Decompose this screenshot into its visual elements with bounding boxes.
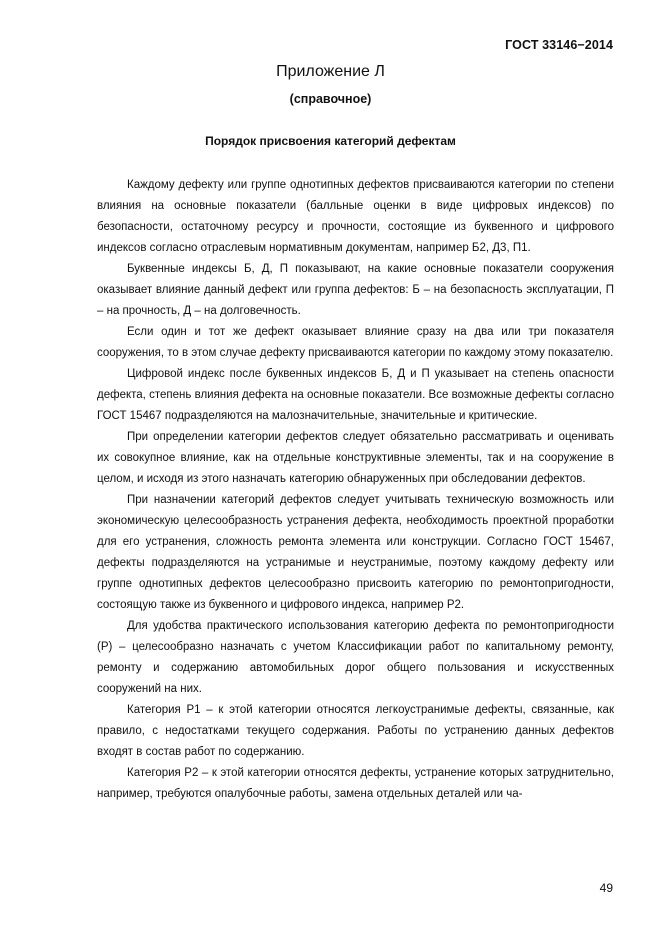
paragraph: При назначении категорий дефектов следует учитывать техническую возможность или экономическую целесообразность устранения дефекта, необходимость проектной проработки для его устранения, сложность ремонта элемента или конструкции. Согласно ГОСТ 15467, дефекты подразделяются на устранимые и неустранимые, поэтому каждому дефекту или группе однотипных дефектов целесообразно присвоить категорию по ремонтопригодности, состоящую также из буквенного и цифрового индекса, например Р2. — [97, 494, 614, 611]
paragraph: Каждому дефекту или группе однотипных дефектов присваиваются категории по степени влияния на основные показатели (балльные оценки в виде цифровых индексов) по безопасности, остаточному ресурсу и прочности, состоящие из буквенного и цифрового индексов согласно отраслевым нормативным документам, например Б2, Д3, П1. — [97, 179, 614, 254]
appendix-title: Приложение Л — [276, 63, 385, 80]
standard-number: ГОСТ 33146−2014 — [505, 38, 613, 52]
paragraph: Категория Р2 – к этой категории относятся дефекты, устранение которых затруднительно, например, требуются опалубочные работы, замена отдельных деталей или ча- — [97, 767, 614, 800]
paragraph: Для удобства практического использования категорию дефекта по ремонтопригодности (Р) – целесообразно назначать с учетом Классификации работ по капитальному ремонту, ремонту и содержанию автомобильных дорог общего пользования и искусственных сооружений на них. — [97, 620, 614, 695]
paragraph: Буквенные индексы Б, Д, П показывают, на какие основные показатели сооружения оказывает влияние данный дефект или группа дефектов: Б – на безопасность эксплуатации, П – на прочность, Д – на долговечность. — [97, 263, 614, 317]
document-body — [97, 175, 614, 805]
page-number: 49 — [599, 881, 613, 895]
paragraph: При определении категории дефектов следует обязательно рассматривать и оценивать их совокупное влияние, как на отдельные конструктивные элементы, так и на сооружение в целом, и исходя из этого назначать категорию обнаруженных при обследовании дефектов. — [97, 431, 614, 485]
section-heading: Порядок присвоения категорий дефектам — [205, 134, 456, 148]
paragraph: Цифровой индекс после буквенных индексов Б, Д и П указывает на степень опасности дефекта, степень влияния дефекта на основные показатели. Все возможные дефекты согласно ГОСТ 15467 подразделяются на малозначительные, значительные и критические. — [97, 368, 614, 422]
paragraph: Если один и тот же дефект оказывает влияние сразу на два или три показателя сооружения, то в этом случае дефекту присваиваются категории по каждому этому показателю. — [97, 326, 614, 359]
appendix-subtitle: (справочное) — [289, 92, 372, 106]
paragraph: Категория Р1 – к этой категории относятся легкоустранимые дефекты, связанные, как правило, с недостатками текущего содержания. Работы по устранению данных дефектов входят в состав работ по содержанию. — [97, 704, 614, 758]
